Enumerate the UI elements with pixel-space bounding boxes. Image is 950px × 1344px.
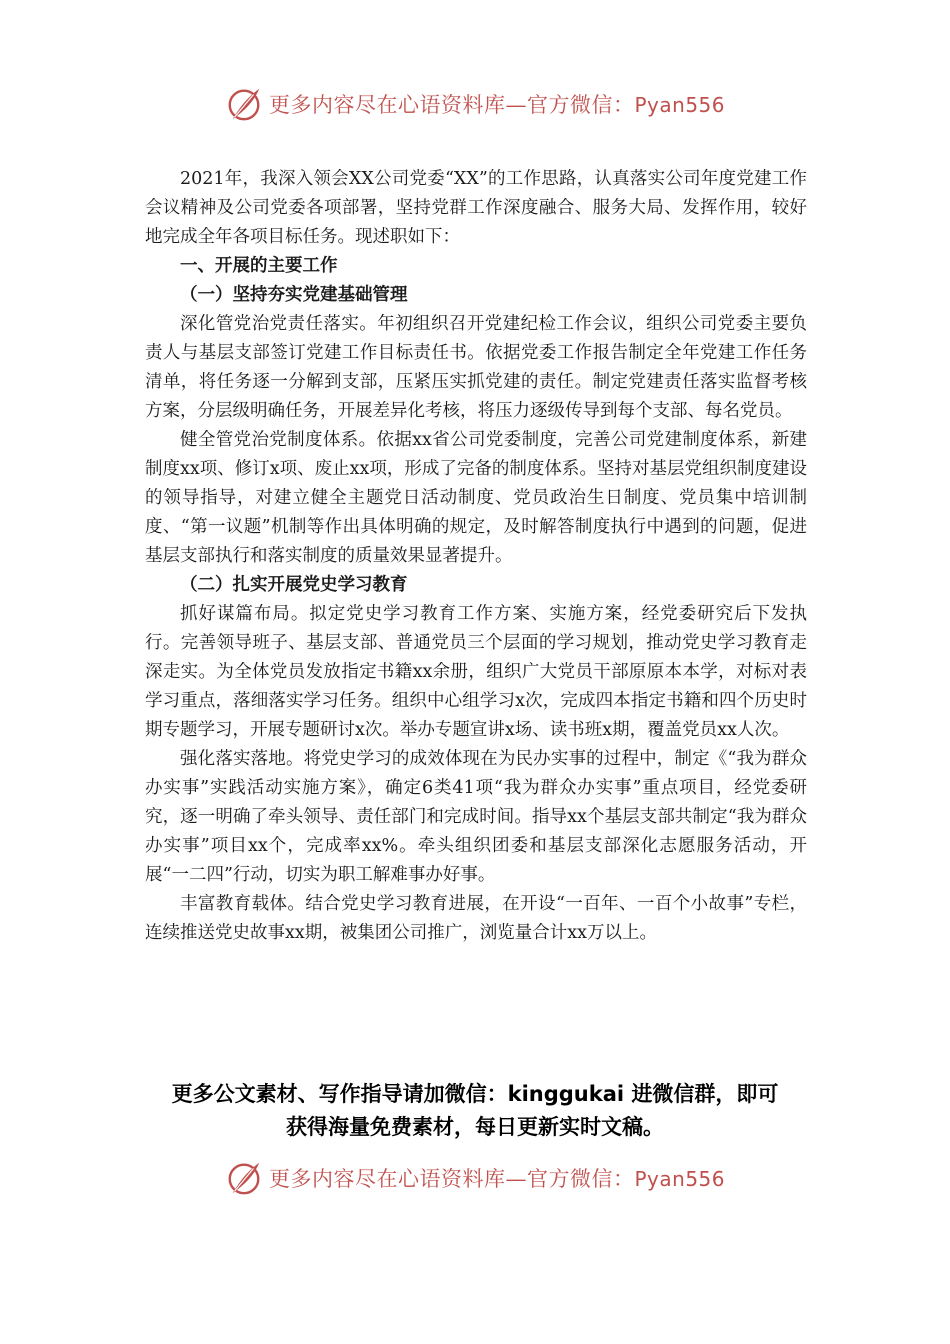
footer-banner [0,1156,950,1200]
subsection-heading: （二）扎实开展党史学习教育 [180,575,408,595]
paragraph: 抓好谋篇布局。拟定党史学习教育工作方案、实施方案，经党委研究后下发执行。完善领导班子、基层支部、普通党员三个层面的学习规划，推动党史学习教育走深走实。为全体党员发放指定书籍xx余册，组织广大党员干部原原本本学，对标对表学习重点，落细落实学习任务。组织中心组学习x次，完成四本指定书籍和四个历史时期专题学习，开展专题研讨x次。举办专题宣讲x场、读书班x期，覆盖党员xx人次。 [145,604,807,740]
banner-title: 更多内容尽在心语资料库—官方微信：Pyan556 [268,1167,725,1191]
paragraph: 丰富教育载体。结合党史学习教育进展，在开设“一百年、一百个小故事”专栏，连续推送党史故事xx期，被集团公司推广，浏览量合计xx万以上。 [145,894,807,943]
banner-title: 更多内容尽在心语资料库—官方微信：Pyan556 [268,93,725,117]
promo-line: 获得海量免费素材，每日更新实时文稿。 [286,1115,664,1139]
quill-pen-logo-icon [225,85,263,123]
document-body [145,165,807,948]
promo-line: 更多公文素材、写作指导请加微信：kinggukai 进微信群，即可 [171,1082,779,1106]
section-heading: 一、开展的主要工作 [180,256,338,276]
header-banner [0,82,950,126]
wechat-id: Pyan556 [634,93,725,117]
subsection-heading: （一）坚持夯实党建基础管理 [180,285,408,305]
paragraph: 深化管党治党责任落实。年初组织召开党建纪检工作会议，组织公司党委主要负责人与基层支部签订党建工作目标责任书。依据党委工作报告制定全年党建工作任务清单，将任务逐一分解到支部，压紧压实抓党建的责任。制定党建责任落实监督考核方案，分层级明确任务，开展差异化考核，将压力逐级传导到每个支部、每名党员。 [145,314,807,421]
wechat-id: Pyan556 [634,1167,725,1191]
intro-paragraph: 2021年，我深入领会XX公司党委“XX”的工作思路，认真落实公司年度党建工作会议精神及公司党委各项部署，坚持党群工作深度融合、服务大局、发挥作用，较好地完成全年各项目标任务。现述职如下： [145,169,807,247]
promo-block [100,1078,850,1144]
quill-pen-logo-icon [225,1159,263,1197]
paragraph: 健全管党治党制度体系。依据xx省公司党委制度，完善公司党建制度体系，新建制度xx项、修订x项、废止xx项，形成了完备的制度体系。坚持对基层党组织制度建设的领导指导，对建立健全主题党日活动制度、党员政治生日制度、党员集中培训制度、“第一议题”机制等作出具体明确的规定，及时解答制度执行中遇到的问题，促进基层支部执行和落实制度的质量效果显著提升。 [145,430,807,566]
paragraph: 强化落实落地。将党史学习的成效体现在为民办实事的过程中，制定《“我为群众办实事”实践活动实施方案》，确定6类41项“我为群众办实事”重点项目，经党委研究，逐一明确了牵头领导、责任部门和完成时间。指导xx个基层支部共制定“我为群众办实事”项目xx个，完成率xx%。牵头组织团委和基层支部深化志愿服务活动，开展“一二四”行动，切实为职工解难事办好事。 [145,749,807,885]
